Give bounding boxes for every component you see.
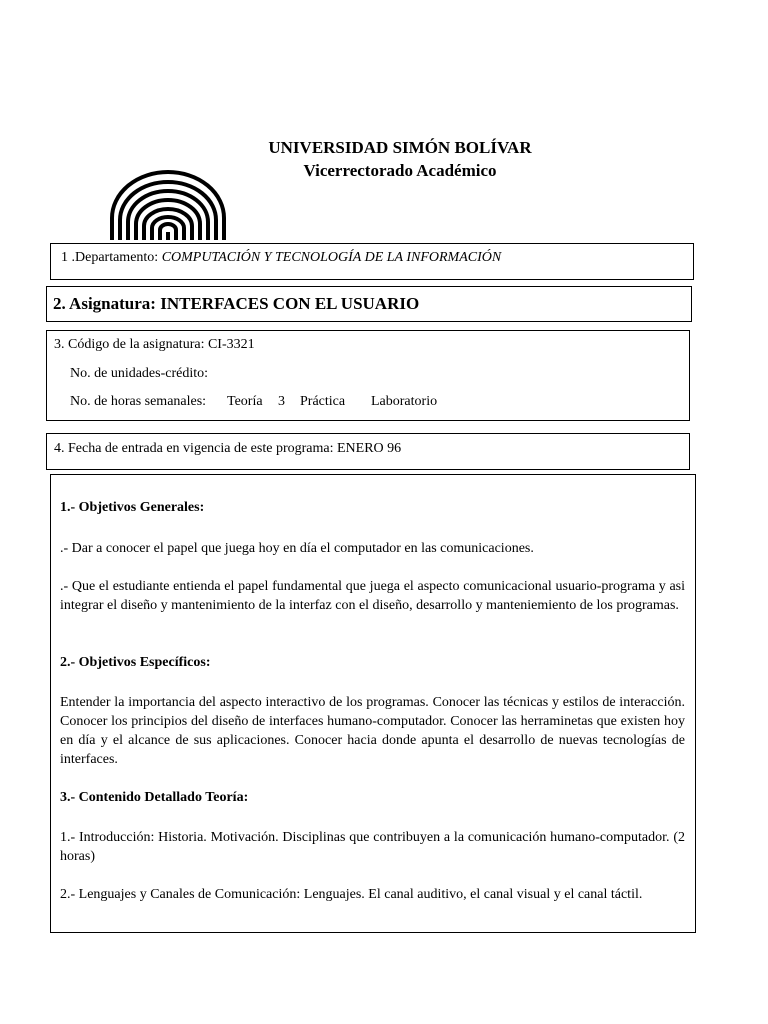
general-objectives-heading: 1.- Objetivos Generales: [60, 500, 205, 515]
theory-label: Teoría [227, 394, 263, 409]
effective-date-box [46, 433, 690, 470]
university-logo-icon [106, 166, 230, 242]
department-value: COMPUTACIÓN Y TECNOLOGÍA DE LA INFORMACIÓN [161, 250, 502, 265]
theory-content-heading: 3.- Contenido Detallado Teoría: [60, 790, 249, 805]
theory-item-2: 2.- Lenguajes y Canales de Comunicación: Lenguajes. El canal auditivo, el canal visual y el canal táctil. [60, 887, 643, 902]
effective-label: 4. Fecha de entrada en vigencia de este programa: [54, 441, 334, 456]
department-label: 1 .Departamento: [61, 250, 159, 265]
office-name: Vicerrectorado Académico [303, 161, 497, 180]
specific-objective-1: Entender la importancia del aspecto interactivo de los programas. Conocer las técnicas y estilos de interacción. Conocer los principios del diseño de interfaces humano-computador. Conocer las herraminetas que existen hoy en día y el alcance de sus aplicaciones. Conocer hacia donde apunta el desarrollo de nuevas tecnologías de interfaces. [60, 695, 685, 767]
theory-hours: 3 [278, 394, 285, 409]
course-box [46, 330, 690, 421]
lab-label: Laboratorio [371, 394, 438, 409]
effective-value: ENERO 96 [336, 441, 402, 456]
university-name: UNIVERSIDAD SIMÓN BOLÍVAR [268, 138, 532, 157]
subject-label: 2. Asignatura: [53, 294, 156, 313]
credits-label: No. de unidades-crédito: [70, 366, 209, 381]
general-objective-2: .- Que el estudiante entienda el papel fundamental que juega el aspecto comunicacional usuario-programa y asi integrar el diseño y mantenimiento de la interfaz con el diseño, desarrollo y manteniemiento de los programas. [60, 579, 685, 613]
specific-objectives-heading: 2.- Objetivos Específicos: [60, 655, 211, 670]
practice-label: Práctica [300, 394, 346, 409]
code-value: CI-3321 [207, 337, 255, 352]
subject-box [46, 286, 692, 322]
theory-item-1: 1.- Introducción: Historia. Motivación. Disciplinas que contribuyen a la comunicación humano-computador. (2 horas) [60, 830, 685, 864]
subject-value: INTERFACES CON EL USUARIO [160, 294, 420, 313]
department-box [50, 243, 694, 280]
general-objective-1: .- Dar a conocer el papel que juega hoy en día el computador en las comunicaciones. [60, 541, 534, 556]
hours-label: No. de horas semanales: [70, 394, 207, 409]
code-label: 3. Código de la asignatura: [54, 337, 205, 352]
